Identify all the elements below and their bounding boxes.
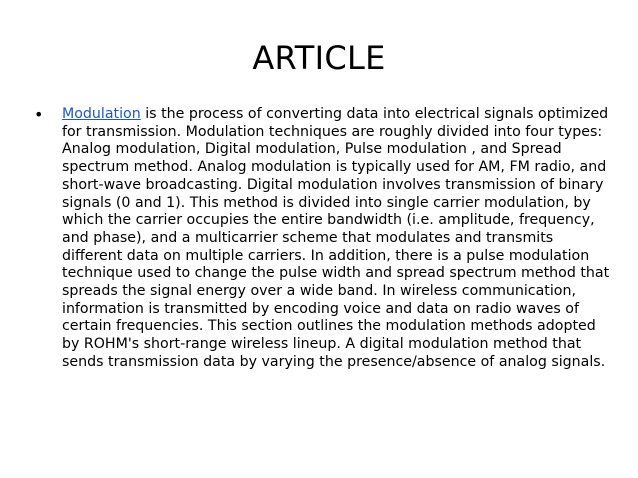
bullet-text [62,106,614,372]
slide-body [34,106,614,372]
bullet-icon: • [34,105,44,124]
modulation-link[interactable]: Modulation [62,106,141,122]
bullet-item [34,106,614,372]
slide-title: ARTICLE [252,39,386,77]
bullet-body-text: is the process of converting data into electrical signals optimized for transmission. Modulation techniques are roughly divided into four types: Analog modulation, Digital modulation, Pulse modulation , and Spread spectrum method. Analog modulation is typically used for AM, FM radio, and short-wave broadcasting. Digital modulation involves transmission of binary signals (0 and 1). This method is divided into single carrier modulation, by which the carrier occupies the entire bandwidth (i.e. amplitude, frequency, and phase), and a multicarrier scheme that modulates and transmits different data on multiple carriers. In addition, there is a pulse modulation technique used to change the pulse width and spread spectrum method that spreads the signal energy over a wide band. In wireless communication, information is transmitted by encoding voice and data on radio waves of certain frequencies. This section outlines the modulation methods adopted by ROHM's short-range wireless lineup. A digital modulation method that sends transmission data by varying the presence/absence of analog signals. [62,106,610,370]
